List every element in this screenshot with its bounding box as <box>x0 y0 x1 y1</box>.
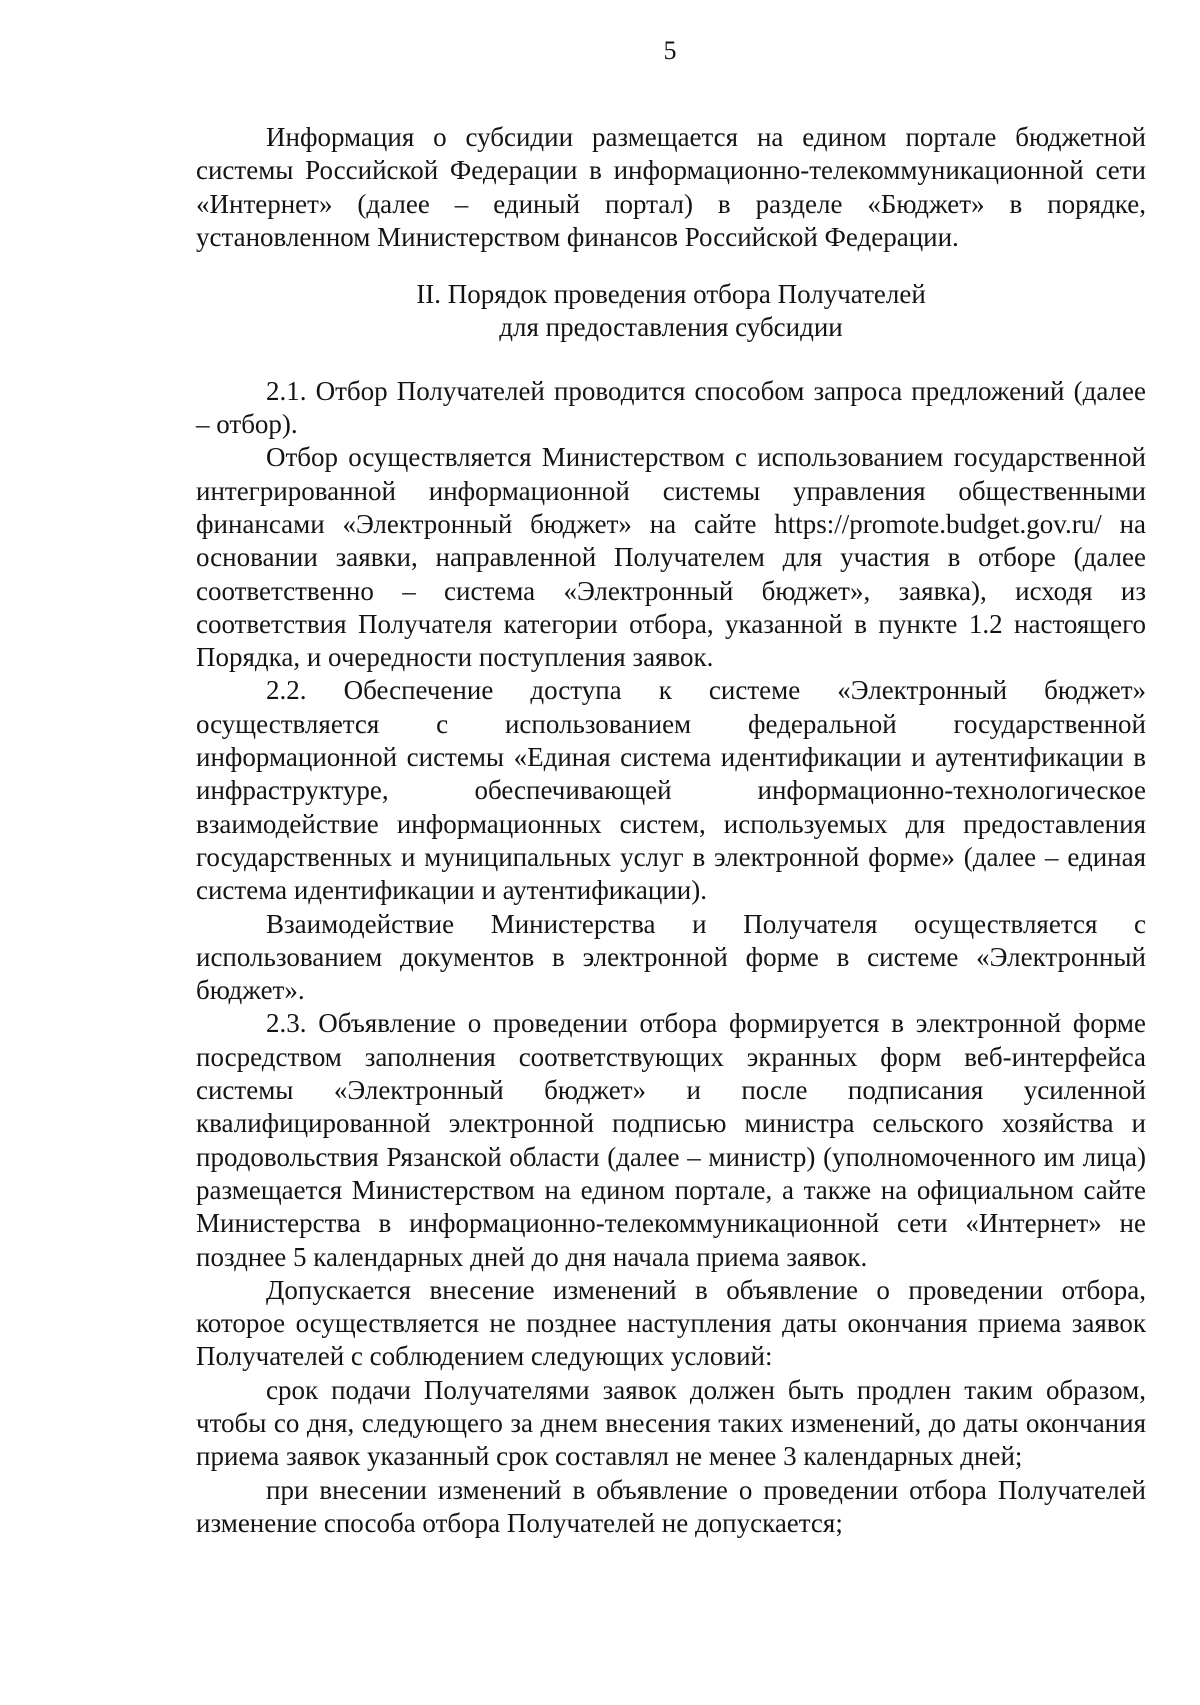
paragraph-subsidy-info: Информация о субсидии размещается на едином портале бюджетной системы Российской Федерации в информационно-телекоммуникационной сети «Интернет» (далее – единый портал) в разделе «Бюджет» в порядке, установленном Министерством финансов Российской Федерации. <box>196 122 1146 252</box>
section-heading <box>196 278 1146 345</box>
paragraph-2-2: 2.2. Обеспечение доступа к системе «Электронный бюджет» осуществляется с использованием федеральной государственной информационной системы «Единая система идентификации и аутентификации в инфраструктуре, обеспечивающей информационно-технологическое взаимодействие информационных систем, используемых для предоставления государственных и муниципальных услуг в электронной форме» (далее – единая система идентификации и аутентификации). <box>196 675 1146 906</box>
paragraph-2-1: 2.1. Отбор Получателей проводится способом запроса предложений (далее – отбор). <box>196 375 1146 440</box>
paragraph-interaction: Взаимодействие Министерства и Получателя осуществляется с использованием документов в электронной форме в системе «Электронный бюджет». <box>196 908 1146 1006</box>
section-heading-line-1: II. Порядок проведения отбора Получателей <box>416 279 926 310</box>
paragraph-selection-system: Отбор осуществляется Министерством с использованием государственной интегрированной информационной системы управления общественными финансами «Электронный бюджет» на сайте https://promote.budget.gov.ru/ на основании заявки, направленной Получателем для участия в отборе (далее соответственно – система «Электронный бюджет», заявка), исходя из соответствия Получателя категории отбора, указанной в пункте 1.2 настоящего Порядка, и очередности поступления заявок. <box>196 442 1146 673</box>
paragraph-method-change: при внесении изменений в объявление о проведении отбора Получателей изменение способа отбора Получателей не допускается; <box>196 1474 1146 1538</box>
paragraph-amendments: Допускается внесение изменений в объявление о проведении отбора, которое осуществляется не позднее наступления даты окончания приема заявок Получателей с соблюдением следующих условий: <box>196 1274 1146 1372</box>
paragraph-deadline-extension: срок подачи Получателями заявок должен быть продлен таким образом, чтобы со дня, следующего за днем внесения таких изменений, до даты окончания приема заявок указанный срок составлял не менее 3 календарных дней; <box>196 1374 1146 1472</box>
page-number: 5 <box>663 36 677 65</box>
section-heading-line-2: для предоставления субсидии <box>499 312 843 343</box>
paragraph-2-3: 2.3. Объявление о проведении отбора формируется в электронной форме посредством заполнения соответствующих экранных форм веб-интерфейса системы «Электронный бюджет» и после подписания усиленной квалифицированной электронной подписью министра сельского хозяйства и продовольствия Рязанской области (далее – министр) (уполномоченного им лица) размещается Министерством на едином портале, а также на официальном сайте Министерства в информационно-телекоммуникационной сети «Интернет» не позднее 5 календарных дней до дня начала приема заявок. <box>196 1008 1146 1272</box>
document-body <box>196 121 1146 1540</box>
